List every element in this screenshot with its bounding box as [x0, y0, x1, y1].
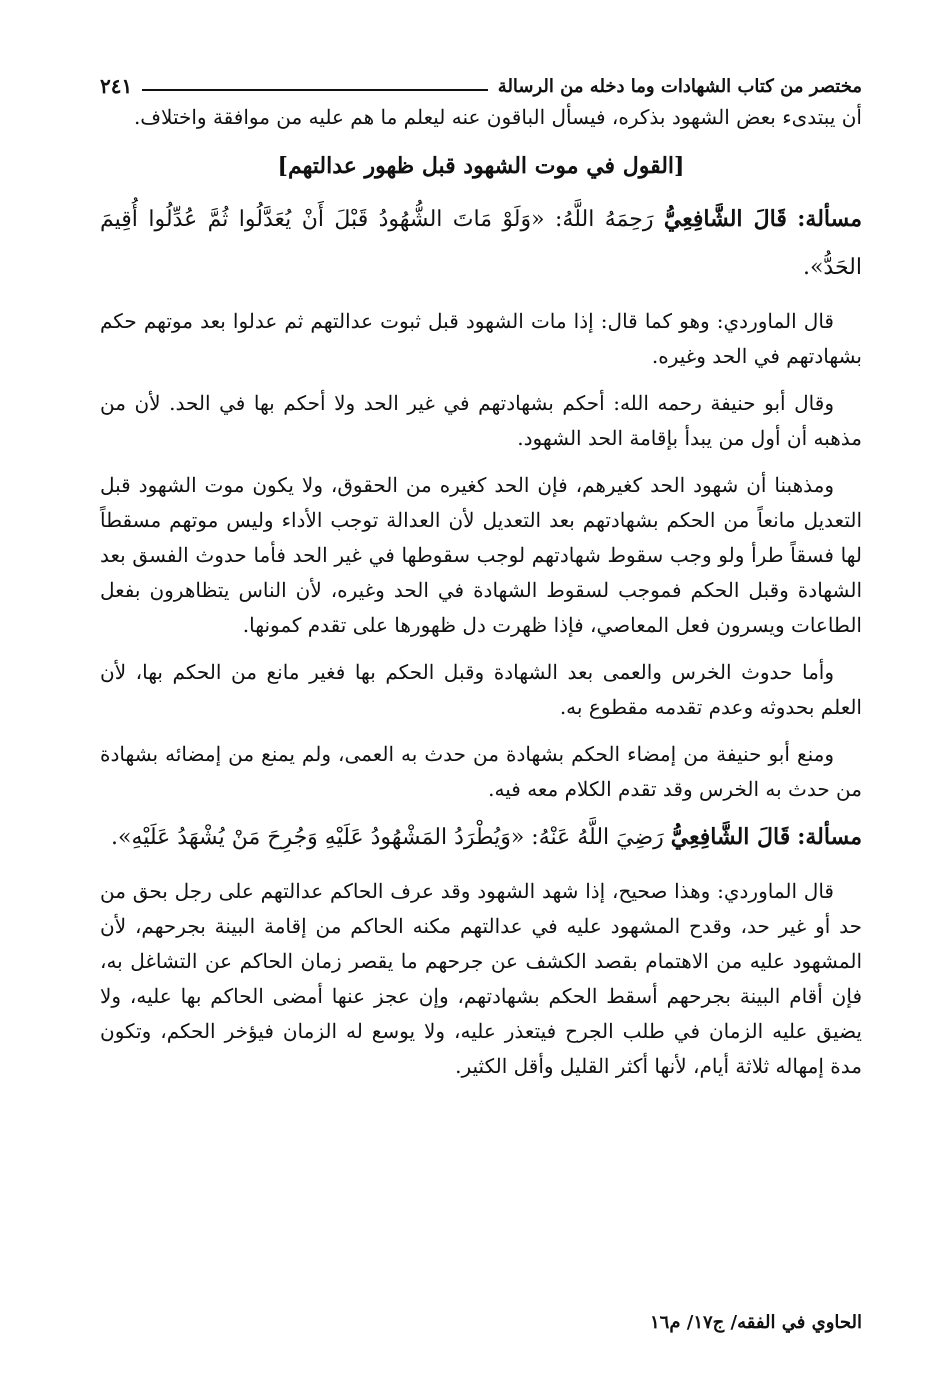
masala-1-label: مسألة: [797, 206, 863, 232]
masala-1-imam: قَالَ الشَّافِعِيُّ [663, 206, 787, 232]
opening-paragraph: أن يبتدىء بعض الشهود بذكره، فيسأل الباقون عنه ليعلم ما هم عليه من موافقة واختلاف. [133, 105, 862, 129]
section-title: [القول في موت الشهود قبل ظهور عدالتهم] [277, 153, 685, 179]
masala-1 [100, 195, 862, 292]
masala-2 [100, 813, 862, 862]
masala-1-text: رَحِمَهُ اللَّهُ: «وَلَوْ مَاتَ الشُّهُودُ قَبْلَ أَنْ يُعَدَّلُوا ثُمَّ عُدِّلُوا أُقِيمَ الحَدُّ». [100, 207, 862, 280]
paragraph-mawardi-1: قال الماوردي: وهو كما قال: إذا مات الشهود قبل ثبوت عدالتهم ثم عدلوا بعد موتهم حكم بشهادتهم في الحد وغيره. [100, 309, 862, 368]
page-footer: الحاوي في الفقه/ ج١٧/ م١٦ [649, 1312, 862, 1333]
paragraph-abu-hanifa-2: ومنع أبو حنيفة من إمضاء الحكم بشهادة من حدث به العمى، ولم يمنع من إمضائه بشهادة من حدث به الخرس وقد تقدم الكلام معه فيه. [100, 742, 862, 801]
running-title: مختصر من كتاب الشهادات وما دخله من الرسالة [497, 76, 862, 97]
page-header [100, 62, 862, 96]
masala-2-label: مسألة: [797, 824, 862, 850]
book-page [100, 62, 862, 1362]
paragraph-madhhab: ومذهبنا أن شهود الحد كغيرهم، فإن الحد كغيره من الحقوق، ولا يكون موت الشهود قبل التعديل مانعاً من الحكم بشهادتهم بعد التعديل لأن العدالة توجب الأداء وليس موتهم مسقطاً لها فسقاً طرأ ولو وجب سقوط شهادتهم لوجب سقوطها في غير الحد فأما حدوث الفسق بعد الشهادة وقبل الحكم فموجب لسقوط الشهادة في الحد وغيره، لأن الناس يتظاهرون بفعل الطاعات ويسرون فعل المعاصي، فإذا ظهرت دل ظهورها على تقدم كمونها. [100, 473, 862, 637]
page-number: ٢٤١ [100, 74, 133, 98]
header-rule [142, 89, 488, 91]
paragraph-khars: وأما حدوث الخرس والعمى بعد الشهادة وقبل الحكم بها فغير مانع من الحكم بها، لأن العلم بحدوثه وعدم تقدمه مقطوع به. [100, 660, 862, 719]
masala-2-text: رَضِيَ اللَّهُ عَنْهُ: «وَيُطْرَدُ المَشْهُودُ عَلَيْهِ وَجُرِحَ مَنْ يُشْهَدُ عَلَيْهِ». [111, 825, 664, 850]
paragraph-abu-hanifa: وقال أبو حنيفة رحمه الله: أحكم بشهادتهم في غير الحد ولا أحكم بها في الحد. لأن من مذهبه أن أول من يبدأ بإقامة الحد الشهود. [100, 391, 862, 450]
paragraph-mawardi-2: قال الماوردي: وهذا صحيح، إذا شهد الشهود وقد عرف الحاكم عدالتهم على رجل بحق من حد أو غير حد، وقدح المشهود عليه في عدالتهم مكنه الحاكم من إقامة البينة بجرحهم، لأن المشهود عليه من الاهتمام بقصد الكشف عن جرحهم ما يقصر زمان الحاكم عن التشاغل به، فإن أقام البينة بجرحهم أسقط الحكم بشهادتهم، وإن عجز عنها أمضى الحاكم بها عليه، ولا يضيق عليه الزمان في طلب الجرح فيتعذر عليه، ولا يوسع له الزمان فيؤخر الحكم، وتكون مدة إمهاله ثلاثة أيام، لأنها أكثر القليل وأقل الكثير. [100, 879, 862, 1078]
masala-2-imam: قَالَ الشَّافِعِيُّ [670, 824, 791, 850]
